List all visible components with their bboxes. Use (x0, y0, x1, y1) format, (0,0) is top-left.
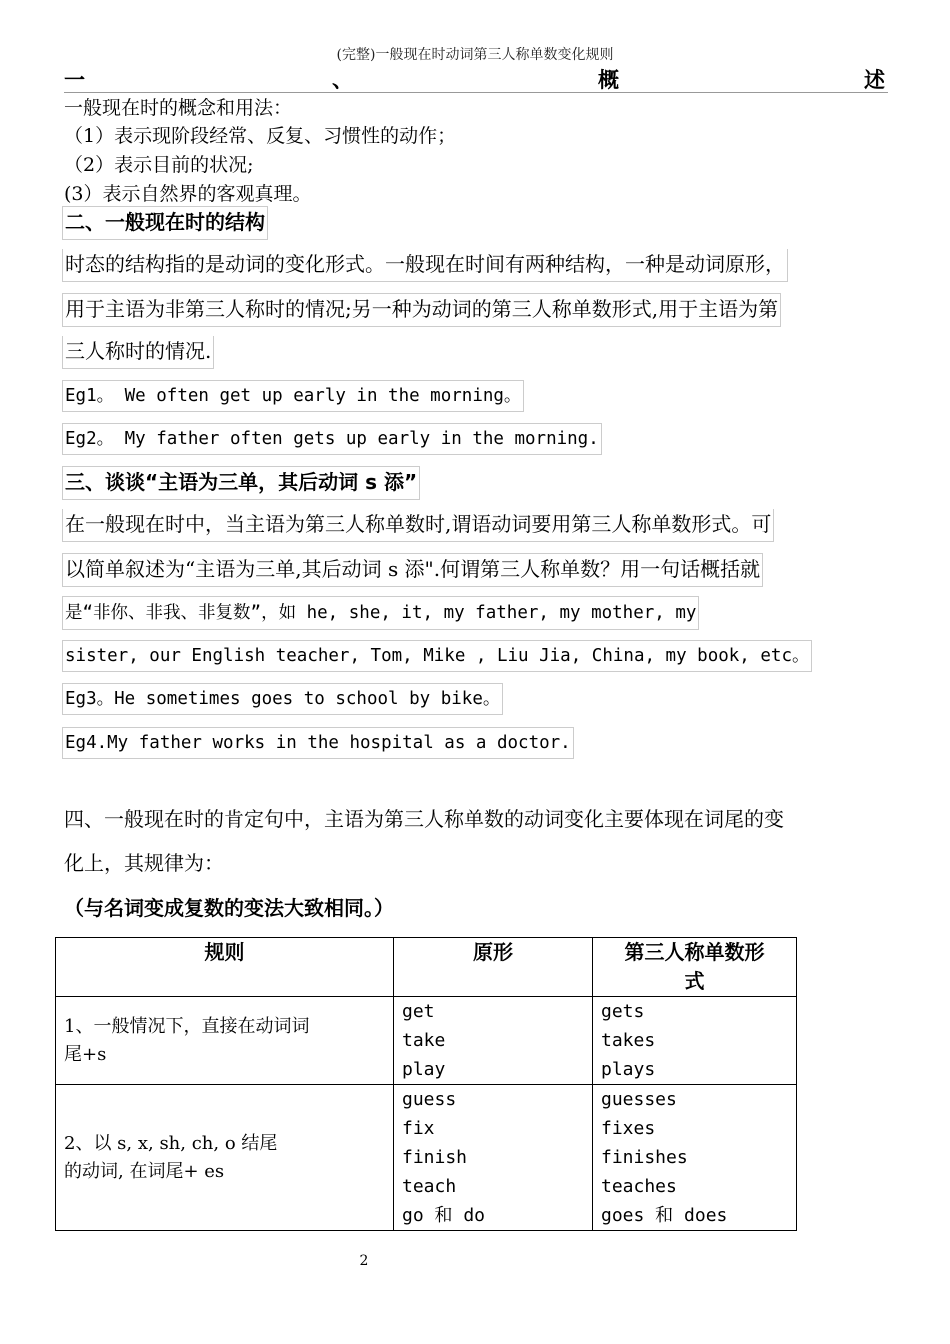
base-form: go 和 do (402, 1205, 486, 1226)
example-4: Eg4.My father works in the hospital as a doctor. (62, 727, 574, 759)
rule-line: 1、一般情况下，直接在动词词 (64, 1015, 310, 1037)
heading-char-1: 一 (64, 68, 85, 92)
rule-line: 的动词, 在词尾+ es (64, 1160, 225, 1182)
header-base: 原形 (394, 938, 593, 997)
third-form: goes 和 does (601, 1205, 728, 1226)
header-third-line-1: 第三人称单数形 (624, 940, 765, 964)
third-form: gets (601, 1001, 645, 1022)
section1-item-2: （2）表示目前的状况; (64, 154, 254, 176)
base-form: get (402, 1001, 435, 1022)
table-row (56, 1085, 797, 1231)
example-1: Eg1。 We often get up early in the morning。 (62, 380, 524, 412)
base-form: guess (402, 1089, 457, 1110)
table-row (56, 997, 797, 1085)
section1-heading (64, 62, 888, 93)
base-forms-cell (394, 997, 593, 1085)
rules-table (55, 937, 797, 1231)
section1-item-1: （1）表示现阶段经常、反复、习惯性的动作； (64, 125, 457, 147)
section3-line-3 (62, 596, 699, 630)
heading-char-3: 概 (598, 68, 619, 92)
third-forms-cell (593, 1085, 797, 1231)
heading-char-4: 述 (864, 68, 885, 92)
heading-char-2: 、 (332, 68, 353, 92)
section1-intro: 一般现在时的概念和用法： (64, 97, 293, 119)
third-form: teaches (601, 1176, 677, 1197)
section3-line-1: 在一般现在时中，当主语为第三人称单数时,谓语动词要用第三人称单数形式。可 (62, 509, 774, 542)
base-form: finish (402, 1147, 468, 1168)
section3-line-4: sister, our English teacher, Tom, Mike , Liu Jia, China, my book, etc。 (62, 640, 812, 672)
header-rule: 规则 (56, 938, 394, 997)
page-number: 2 (359, 1253, 369, 1269)
base-form: teach (402, 1176, 457, 1197)
page-header: (完整)一般现在时动词第三人称单数变化规则 (336, 47, 614, 63)
rule-line: 2、以 s, x, sh, ch, o 结尾 (64, 1132, 278, 1154)
third-form: takes (601, 1030, 656, 1051)
example-2: Eg2。 My father often gets up early in the morning. (62, 423, 602, 455)
section4-line-2: 化上，其规律为： (64, 851, 224, 875)
section4-line-1: 四、一般现在时的肯定句中，主语为第三人称单数的动词变化主要体现在词尾的变 (64, 807, 784, 831)
third-form: guesses (601, 1089, 677, 1110)
base-form: fix (402, 1118, 435, 1139)
section4-note: （与名词变成复数的变法大致相同。） (64, 896, 394, 920)
section2-line-2: 用于主语为非第三人称时的情况;另一种为动词的第三人称单数形式,用于主语为第 (62, 293, 781, 327)
section2-heading: 二、一般现在时的结构 (62, 206, 268, 240)
section3-line-3-text: 是“非你、非我、非复数”，如 he, she, it, my father, my mother, my (65, 603, 697, 623)
section2-line-1: 时态的结构指的是动词的变化形式。一般现在时间有两种结构，一种是动词原形， (62, 249, 788, 282)
rule-line: 尾+s (64, 1043, 107, 1065)
section3-heading: 三、谈谈“主语为三单，其后动词 s 添” (62, 466, 420, 500)
base-forms-cell (394, 1085, 593, 1231)
third-form: finishes (601, 1147, 688, 1168)
base-form: take (402, 1030, 446, 1051)
third-forms-cell (593, 997, 797, 1085)
section3-line-2: 以简单叙述为“主语为三单,其后动词 s 添".何谓第三人称单数？用一句话概括就 (62, 553, 763, 587)
header-third (593, 938, 797, 997)
example-3: Eg3。He sometimes goes to school by bike。 (62, 683, 503, 715)
rule-cell (56, 1085, 394, 1231)
section1-item-3: (3）表示自然界的客观真理。 (64, 183, 312, 205)
third-form: fixes (601, 1118, 656, 1139)
rule-cell (56, 997, 394, 1085)
section2-line-3: 三人称时的情况. (62, 336, 214, 369)
base-form: play (402, 1059, 446, 1080)
table-header-row (56, 938, 797, 997)
third-form: plays (601, 1059, 656, 1080)
header-third-line-2: 式 (684, 969, 705, 993)
